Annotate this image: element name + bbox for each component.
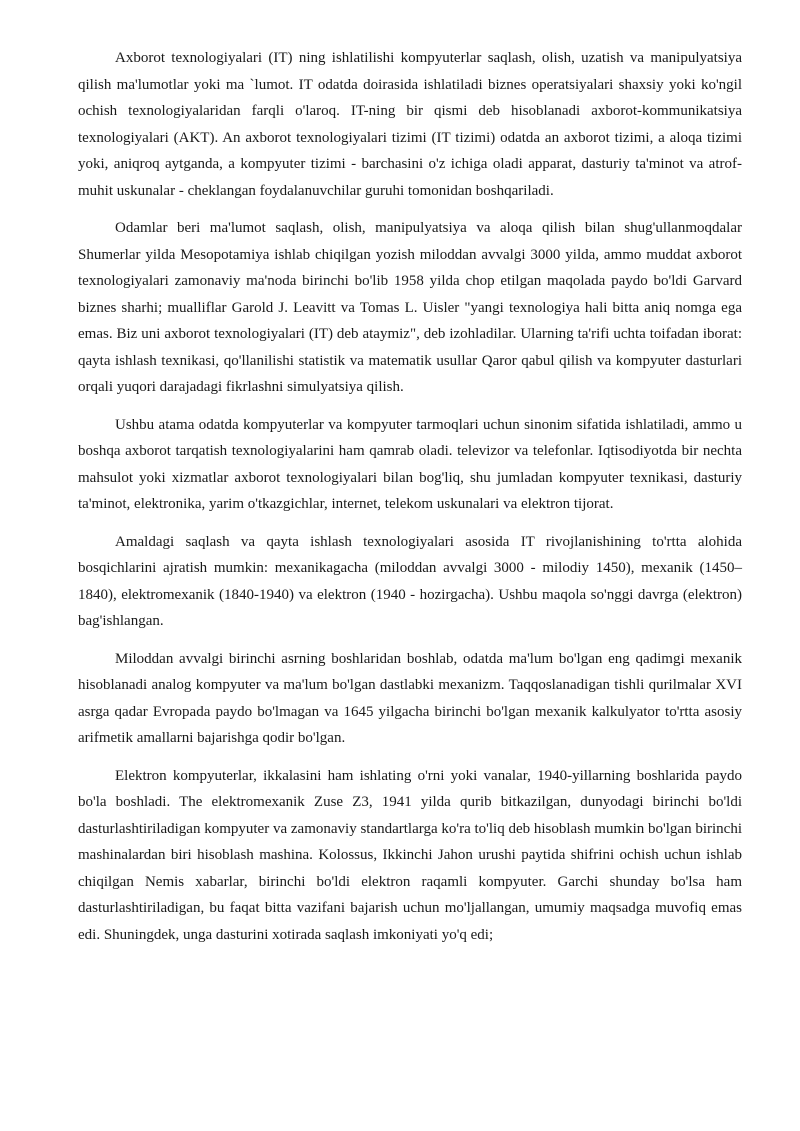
paragraph-1: Axborot texnologiyalari (IT) ning ishlatilishi kompyuterlar saqlash, olish, uzatish va manipulyatsiya qilish ma'lumotlar yoki ma `lumot. IT odatda doirasida ishlatiladi biznes operatsiyalari shaxsiy yoki ko'ngil ochish texnologiyalaridan farqli o'laroq. IT-ning bir qismi deb hisoblanadi axborot-kommunikatsiya texnologiyalari (AKT). An axborot texnologiyalari tizimi (IT tizimi) odatda an axborot tizimi, a aloqa tizimi yoki, aniqroq aytganda, a kompyuter tizimi - barchasini o'z ichiga oladi apparat, dasturiy ta'minot va atrof-muhit uskunalar - cheklangan foydalanuvchilar guruhi tomonidan boshqariladi. (78, 50, 742, 199)
paragraph-4: Amaldagi saqlash va qayta ishlash texnologiyalari asosida IT rivojlanishining to'rtta alohida bosqichlarini ajratish mumkin: mexanikagacha (miloddan avvalgi 3000 - milodiy 1450), mexanik (1450–1840), elektromexanik (1840-1940) va elektron (1940 - hozirgacha). Ushbu maqola so'nggi davrga (elektron) bag'ishlangan. (78, 533, 742, 629)
paragraph-5: Miloddan avvalgi birinchi asrning boshlaridan boshlab, odatda ma'lum bo'lgan eng qadimgi mexanik hisoblanadi analog kompyuter va ma'lum bo'lgan dastlabki mexanizm. Taqqoslanadigan tishli qurilmalar XVI asrga qadar Evropada paydo bo'lmagan va 1645 yilgacha birinchi bo'lgan mexanik kalkulyator to'rtta asosiy arifmetik amallarni bajarishga qodir bo'lgan. (78, 650, 742, 746)
document-page (78, 45, 742, 959)
paragraph-6: Elektron kompyuterlar, ikkalasini ham ishlating o'rni yoki vanalar, 1940-yillarning boshlarida paydo bo'la boshladi. The elektromexanik Zuse Z3, 1941 yilda qurib bitkazilgan, dunyodagi birinchi bo'ldi dasturlashtiriladigan kompyuter va zamonaviy standartlarga ko'ra to'liq deb hisoblash mumkin bo'lgan birinchi mashinalardan biri hisoblash mashina. Kolossus, Ikkinchi Jahon urushi paytida shifrini ochish uchun ishlab chiqilgan Nemis xabarlar, birinchi bo'ldi elektron raqamli kompyuter. Garchi shunday bo'lsa ham dasturlashtiriladigan, bu faqat bitta vazifani bajarish uchun mo'ljallangan, umumiy maqsadga muvofiq emas edi. Shuningdek, unga dasturini xotirada saqlash imkoniyati yo'q edi; (78, 767, 742, 943)
paragraph-3: Ushbu atama odatda kompyuterlar va kompyuter tarmoqlari uchun sinonim sifatida ishlatiladi, ammo u boshqa axborot tarqatish texnologiyalarini ham qamrab oladi. televizor va telefonlar. Iqtisodiyotda bir nechta mahsulot yoki xizmatlar axborot texnologiyalari bilan bog'liq, shu jumladan kompyuter texnikasi, dasturiy ta'minot, elektronika, yarim o'tkazgichlar, internet, telekom uskunalari va elektron tijorat. (78, 416, 742, 512)
paragraph-2: Odamlar beri ma'lumot saqlash, olish, manipulyatsiya va aloqa qilish bilan shug'ullanmoqdalar Shumerlar yilda Mesopotamiya ishlab chiqilgan yozish miloddan avvalgi 3000 yilda, ammo muddat axborot texnologiyalari zamonaviy ma'noda birinchi bo'lib 1958 yilda chop etilgan maqolada paydo bo'ldi Garvard biznes sharhi; mualliflar Garold J. Leavitt va Tomas L. Uisler "yangi texnologiya hali bitta aniq nomga ega emas. Biz uni axborot texnologiyalari (IT) deb ataymiz", deb izohladilar. Ularning ta'rifi uchta toifadan iborat: qayta ishlash texnikasi, qo'llanilishi statistik va matematik usullar Qaror qabul qilish va kompyuter dasturlari orqali yuqori darajadagi fikrlashni simulyatsiya qilish. (78, 220, 742, 395)
